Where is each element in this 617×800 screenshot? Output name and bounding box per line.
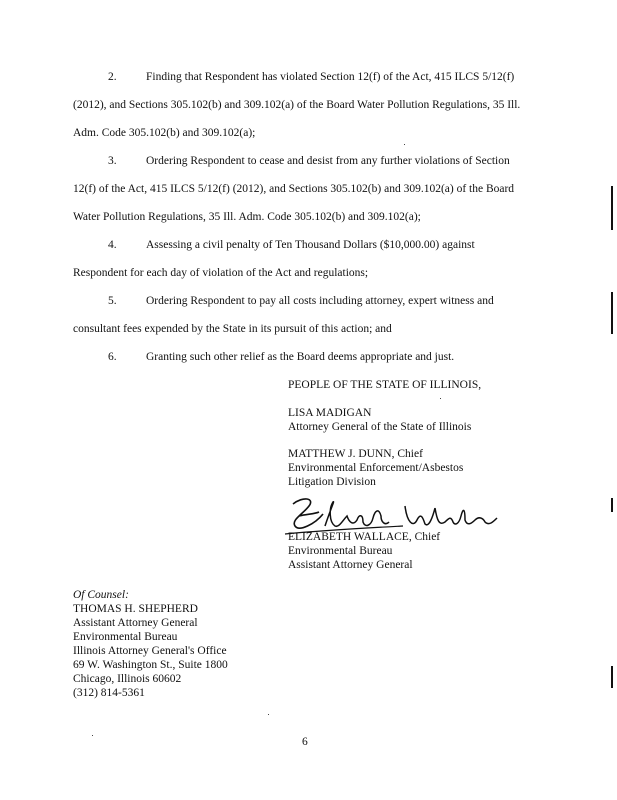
scan-edge-mark [611,292,613,334]
item-text-line: Ordering Respondent to pay all costs including attorney, expert witness and [146,295,494,307]
scan-speck [404,144,405,145]
counsel-line: Illinois Attorney General's Office [73,645,227,657]
item-number: 6. [108,351,117,363]
of-counsel-heading: Of Counsel: [73,589,129,601]
division-name-line-1: Environmental Enforcement/Asbestos [288,462,464,474]
signer-title: Assistant Attorney General [288,559,413,571]
attorney-general-name: LISA MADIGAN [288,407,372,419]
item-text-line: consultant fees expended by the State in its pursuit of this action; and [73,323,392,335]
attorney-general-title: Attorney General of the State of Illinois [288,421,472,433]
item-text-line: Water Pollution Regulations, 35 Ill. Adm. Code 305.102(b) and 309.102(a); [73,211,421,223]
party-name: PEOPLE OF THE STATE OF ILLINOIS, [288,379,482,391]
scan-edge-mark [611,498,613,512]
counsel-line: Chicago, Illinois 60602 [73,673,182,685]
item-text-line: 12(f) of the Act, 415 ILCS 5/12(f) (2012), and Sections 305.102(b) and 309.102(a) of the Board [73,183,515,195]
item-number: 4. [108,239,117,251]
division-name-line-2: Litigation Division [288,476,376,488]
counsel-line: 69 W. Washington St., Suite 1800 [73,659,228,671]
scan-speck [92,735,93,736]
item-text-line: Finding that Respondent has violated Section 12(f) of the Act, 415 ILCS 5/12(f) [146,71,515,83]
item-text-line: Assessing a civil penalty of Ten Thousand Dollars ($10,000.00) against [146,239,475,251]
item-text-line: Adm. Code 305.102(b) and 309.102(a); [73,127,256,139]
division-chief-name: MATTHEW J. DUNN, Chief [288,448,423,460]
counsel-line: Environmental Bureau [73,631,178,643]
item-text-line: Respondent for each day of violation of the Act and regulations; [73,267,369,279]
scan-speck [268,714,269,715]
page-number: 6 [302,736,308,748]
scan-edge-mark [611,666,613,688]
item-text-line: Granting such other relief as the Board deems appropriate and just. [146,351,455,363]
counsel-line: (312) 814-5361 [73,687,145,699]
scan-edge-mark [611,186,613,230]
item-text-line: (2012), and Sections 305.102(b) and 309.102(a) of the Board Water Pollution Regulations, 35 Ill. [73,99,521,111]
counsel-line: Assistant Attorney General [73,617,198,629]
item-number: 2. [108,71,117,83]
counsel-line: THOMAS H. SHEPHERD [73,603,198,615]
item-number: 3. [108,155,117,167]
scan-speck [440,398,441,399]
item-number: 5. [108,295,117,307]
signer-bureau: Environmental Bureau [288,545,393,557]
signer-name: ELIZABETH WALLACE, Chief [288,531,441,543]
item-text-line: Ordering Respondent to cease and desist from any further violations of Section [146,155,510,167]
